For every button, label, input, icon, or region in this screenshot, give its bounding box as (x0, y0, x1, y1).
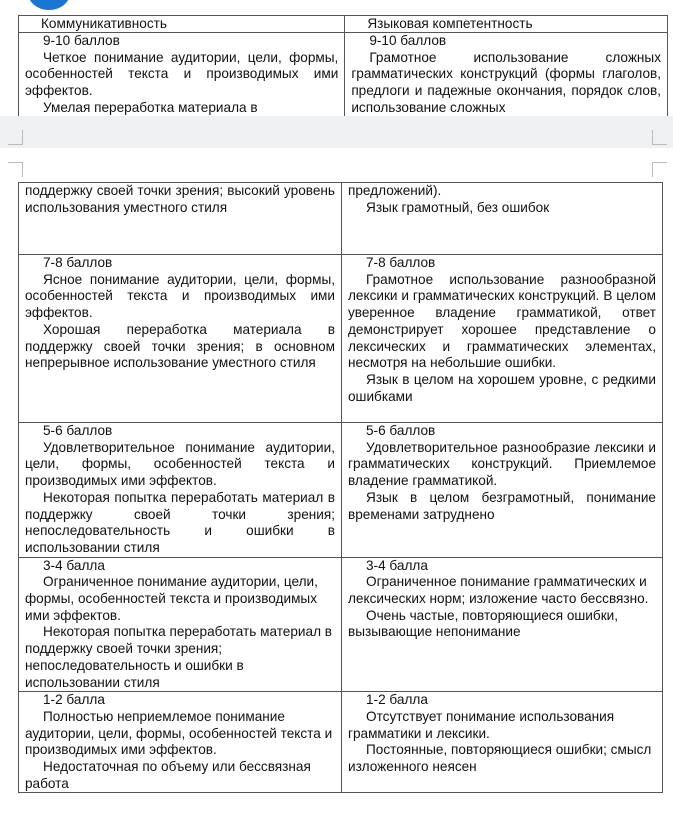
criterion-text: Недостаточная по объему или бессвязная работа (25, 759, 311, 791)
crop-mark (652, 130, 667, 145)
table-row (19, 33, 668, 117)
table-cell (342, 692, 663, 793)
criterion-text: Очень частые, повторяющиеся ошибки, вызывающие непонимание (348, 607, 619, 640)
table-cell (19, 33, 345, 117)
criterion-text: Ясное понимание аудитории, цели, формы, особенностей текста и производимых ими эффектов. (25, 271, 335, 321)
table-row (19, 183, 663, 255)
table-cell (345, 33, 668, 117)
criterion-text: Постоянные, повторяющиеся ошибки; смысл изложенного неясен (348, 742, 652, 775)
table-cell (19, 692, 342, 793)
criterion-text: Язык грамотный, без ошибок (366, 199, 550, 215)
table-cell (19, 183, 342, 255)
criterion-text: Грамотное использование сложных грамматических конструкций (формы глаголов, предлоги и падежные окончания, порядок слов, использование сложных (351, 49, 661, 115)
criterion-text: Язык в целом на хорошем уровне, с редкими ошибками (348, 371, 656, 404)
header-language-competence: Языковая компетентность (345, 16, 668, 33)
score-label: 3-4 балла (366, 557, 428, 573)
criterion-text: Ограниченное понимание грамматических и лексических норм; изложение часто бессвязно. (348, 574, 649, 607)
criterion-text: Хорошая переработка материала в поддержку своей точки зрения; в основном непрерывное использование уместного стиля (25, 321, 335, 371)
criterion-text: Некоторая попытка переработать материал в поддержку своей точки зрения; непоследовательность и ошибки в использовании стиля (25, 489, 335, 555)
criterion-text: предложений). (348, 183, 442, 198)
crop-mark (652, 162, 667, 177)
criterion-text: Грамотное использование разнообразной лексики и грамматических конструкций. В целом уверенное владение грамматикой, ответ демонстрирует хорошее представление о лексических и грамматических элементах, несмотря на небольшие ошибки. (348, 271, 656, 371)
table-header-row (19, 16, 668, 33)
table-row (19, 255, 663, 423)
table-cell (19, 557, 342, 692)
table-page-1 (18, 15, 668, 116)
score-label: 5-6 баллов (366, 423, 436, 438)
score-label: 1-2 балла (43, 692, 105, 708)
crop-mark (8, 162, 23, 177)
app-badge[interactable] (28, 0, 70, 10)
criterion-text: Язык в целом безграмотный, понимание временами затруднено (348, 489, 656, 522)
criterion-text: Четкое понимание аудитории, цели, формы, особенностей текста и производимых ими эффектов. (25, 49, 339, 99)
table-cell (342, 557, 663, 692)
table-cell (19, 423, 342, 558)
criterion-text: поддержку своей точки зрения; высокий уровень использования уместного стиля (25, 183, 335, 215)
criteria-table-part-2 (18, 182, 663, 793)
score-label: 1-2 балла (366, 692, 428, 708)
score-label: 9-10 баллов (43, 33, 120, 48)
criterion-text: Ограниченное понимание аудитории, цели, формы, особенностей текста и производимых ими эффектов. (25, 574, 318, 623)
criteria-table-part-1 (18, 15, 668, 116)
table-row (19, 692, 663, 793)
score-label: 9-10 баллов (369, 33, 447, 48)
score-label: 5-6 баллов (43, 423, 113, 438)
criterion-text: Полностью неприемлемое понимание аудитории, цели, формы, особенностей текста и производимых ими эффектов. (25, 708, 333, 758)
table-cell (342, 423, 663, 558)
criterion-text: Умелая переработка материала в (43, 99, 258, 115)
table-cell (342, 255, 663, 423)
table-row (19, 557, 663, 692)
header-communicativeness: Коммуникативность (19, 16, 345, 33)
criterion-text: Отсутствует понимание использования грамматики и лексики. (348, 708, 615, 741)
criterion-text: Удовлетворительное разнообразие лексики и грамматических конструкций. Приемлемое владение грамматикой. (348, 439, 656, 489)
criterion-text: Некоторая попытка переработать материал в поддержку своей точки зрения; непоследовательность и ошибки в использовании стиля (25, 624, 333, 690)
criterion-text: Удовлетворительное понимание аудитории, цели, формы, особенностей текста и производимых ими эффектов. (25, 439, 335, 489)
crop-mark (8, 130, 23, 145)
table-cell (342, 183, 663, 255)
table-row (19, 423, 663, 558)
table-cell (19, 255, 342, 423)
score-label: 3-4 балла (43, 557, 105, 573)
score-label: 7-8 баллов (366, 255, 436, 270)
score-label: 7-8 баллов (43, 255, 113, 270)
